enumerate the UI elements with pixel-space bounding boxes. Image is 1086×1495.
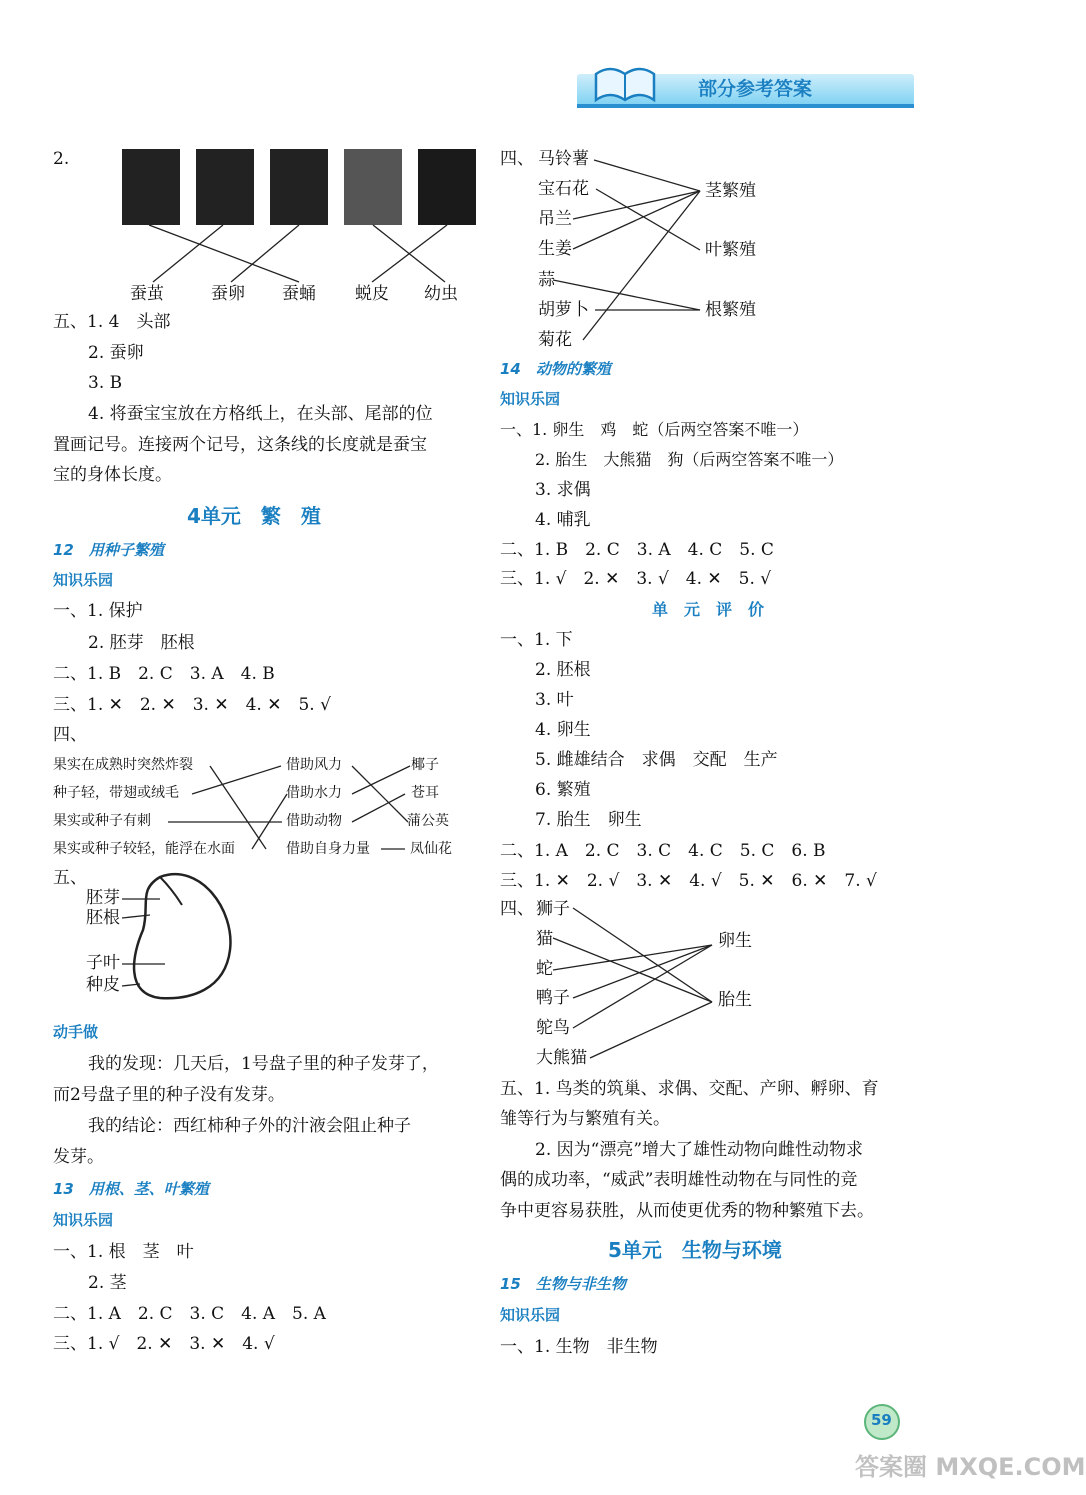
match-mid-2: 借助水力 — [286, 785, 342, 801]
match-right-3: 蒲公英 — [407, 813, 449, 829]
s14-line1: 一、1. 卵生 鸡 蛇（后两空答案不唯一） — [500, 420, 809, 439]
s12-line5: 四、 — [53, 725, 87, 745]
match-left-1: 果实在成熟时突然炸裂 — [53, 757, 193, 773]
plant-5: 蒜 — [538, 270, 555, 290]
s12-line1: 一、1. 保护 — [53, 601, 143, 621]
animal-6: 大熊猫 — [536, 1048, 587, 1068]
wu-line1: 五、1. 鸟类的筑巢、求偶、交配、产卵、孵卵、育 — [500, 1079, 879, 1099]
wu-line4: 偶的成功率，“威武”表明雄性动物在与同性的竞 — [500, 1170, 858, 1190]
label-cocoon: 蚕茧 — [130, 284, 164, 304]
wu-line5: 争中更容易获胜，从而使更优秀的物种繁殖下去。 — [500, 1201, 874, 1221]
q2-label: 2. — [53, 149, 70, 169]
label-molt: 蜕皮 — [355, 284, 389, 304]
label-pupa: 蚕蛹 — [282, 284, 316, 304]
match-mid-3: 借助动物 — [286, 813, 342, 829]
dsz-title: 动手做 — [53, 1023, 99, 1041]
animal-1: 狮子 — [536, 899, 570, 919]
s13-zsly: 知识乐园 — [53, 1211, 114, 1229]
repro-leaf: 叶繁殖 — [705, 240, 756, 260]
unit4-title: 4单元 繁 殖 — [187, 504, 321, 528]
dsz-line3: 我的结论：西红柿种子外的汁液会阻止种子 — [88, 1116, 411, 1136]
eval-line9: 三、1. ✕ 2. √ 3. ✕ 4. √ 5. ✕ 6. ✕ 7. √ — [500, 871, 877, 891]
plant-4: 生姜 — [538, 239, 572, 259]
plant-3: 吊兰 — [538, 209, 572, 229]
s15-title: 15 生物与非生物 — [500, 1275, 626, 1293]
label-egg: 蚕卵 — [211, 284, 245, 304]
plant-2: 宝石花 — [538, 179, 589, 199]
plant-1: 马铃薯 — [538, 149, 589, 169]
s14-line2: 2. 胎生 大熊猫 狗（后两空答案不唯一） — [535, 450, 844, 469]
label-larva: 幼虫 — [424, 284, 458, 304]
s14-title: 14 动物的繁殖 — [500, 360, 611, 378]
si-label: 四、 — [500, 149, 534, 169]
s13-line2: 2. 茎 — [88, 1273, 127, 1293]
page-number: 59 — [871, 1411, 892, 1429]
s12-line4: 三、1. ✕ 2. ✕ 3. ✕ 4. ✕ 5. √ — [53, 695, 331, 715]
eval-line7: 7. 胎生 卵生 — [535, 810, 642, 830]
s15-zsly: 知识乐园 — [500, 1306, 561, 1324]
birth-oviparous: 卵生 — [718, 931, 752, 951]
eval-title: 单 元 评 价 — [652, 600, 765, 619]
s13-line4: 三、1. √ 2. ✕ 3. ✕ 4. √ — [53, 1334, 275, 1354]
five-4a: 4. 将蚕宝宝放在方格纸上，在头部、尾部的位 — [88, 404, 433, 424]
s12-line2: 2. 胚芽 胚根 — [88, 633, 195, 653]
seed-label-plumule: 胚芽 — [86, 888, 120, 908]
eval-line2: 2. 胚根 — [535, 660, 591, 680]
seed-label-radicle: 胚根 — [86, 908, 120, 928]
s13-title: 13 用根、茎、叶繁殖 — [53, 1180, 209, 1198]
five-2: 2. 蚕卵 — [88, 343, 144, 363]
match-mid-1: 借助风力 — [286, 757, 342, 773]
match-left-3: 果实或种子有刺 — [53, 813, 151, 829]
animals-si-label: 四、 — [500, 899, 534, 919]
s12-zsly: 知识乐园 — [53, 571, 114, 589]
match-right-1: 椰子 — [411, 757, 439, 773]
s14-line5: 二、1. B 2. C 3. A 4. C 5. C — [500, 540, 774, 560]
dsz-line1: 我的发现：几天后，1号盘子里的种子发芽了， — [88, 1054, 439, 1074]
match-right-2: 苍耳 — [411, 785, 439, 801]
five-4c: 宝的身体长度。 — [53, 465, 172, 485]
s14-line3: 3. 求偶 — [535, 480, 591, 500]
match-left-4: 果实或种子较轻，能浮在水面 — [53, 841, 235, 857]
wu-label: 五、 — [53, 868, 87, 888]
eval-line8: 二、1. A 2. C 3. C 4. C 5. C 6. B — [500, 841, 826, 861]
repro-root: 根繁殖 — [705, 300, 756, 320]
s12-title: 12 用种子繁殖 — [53, 541, 164, 559]
dsz-line4: 发芽。 — [53, 1147, 104, 1167]
animal-2: 猫 — [536, 929, 553, 949]
unit5-title: 5单元 生物与环境 — [608, 1238, 782, 1262]
birth-viviparous: 胎生 — [718, 990, 752, 1010]
header-title: 部分参考答案 — [698, 78, 813, 100]
match-mid-4: 借助自身力量 — [286, 841, 370, 857]
plant-7: 菊花 — [538, 330, 572, 350]
seed-label-cotyledon: 子叶 — [86, 953, 120, 973]
s12-line3: 二、1. B 2. C 3. A 4. B — [53, 664, 275, 684]
seed-label-coat: 种皮 — [86, 975, 120, 995]
five-1: 五、1. 4 头部 — [53, 312, 171, 332]
s13-line3: 二、1. A 2. C 3. C 4. A 5. A — [53, 1304, 326, 1324]
eval-line5: 5. 雌雄结合 求偶 交配 生产 — [535, 750, 778, 770]
watermark: 答案圈 MXQE.COM — [855, 1453, 1086, 1481]
match-right-4: 凤仙花 — [410, 841, 452, 857]
s14-line6: 三、1. √ 2. ✕ 3. √ 4. ✕ 5. √ — [500, 569, 772, 589]
wu-line3: 2. 因为“漂亮”增大了雄性动物向雌性动物求 — [535, 1140, 864, 1160]
animal-4: 鸭子 — [536, 988, 570, 1008]
s15-line1: 一、1. 生物 非生物 — [500, 1337, 658, 1357]
eval-line1: 一、1. 下 — [500, 630, 573, 650]
animal-5: 鸵鸟 — [536, 1018, 570, 1038]
animal-3: 蛇 — [536, 959, 553, 979]
eval-line4: 4. 卵生 — [535, 720, 591, 740]
plant-6: 胡萝卜 — [538, 300, 589, 320]
s14-line4: 4. 哺乳 — [535, 510, 591, 530]
match-left-2: 种子轻，带翅或绒毛 — [53, 785, 179, 801]
s13-line1: 一、1. 根 茎 叶 — [53, 1242, 194, 1262]
eval-line3: 3. 叶 — [535, 690, 574, 710]
eval-line6: 6. 繁殖 — [535, 780, 591, 800]
five-4b: 置画记号。连接两个记号，这条线的长度就是蚕宝 — [53, 435, 427, 455]
dsz-line2: 而2号盘子里的种子没有发芽。 — [53, 1085, 285, 1105]
s14-zsly: 知识乐园 — [500, 390, 561, 408]
repro-stem: 茎繁殖 — [705, 181, 756, 201]
wu-line2: 雏等行为与繁殖有关。 — [500, 1109, 670, 1129]
five-3: 3. B — [88, 373, 123, 393]
